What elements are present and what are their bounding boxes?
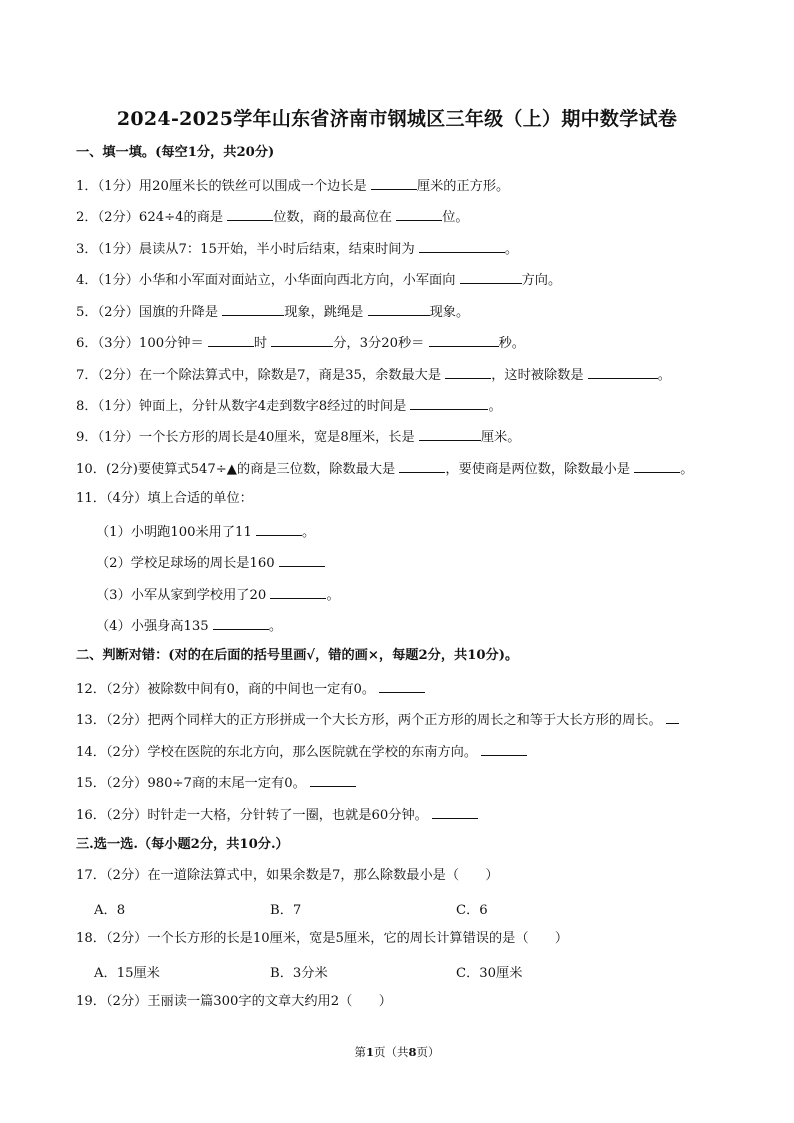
question-13 [76, 710, 679, 730]
answer-blank[interactable] [208, 333, 254, 347]
answer-blank[interactable] [279, 553, 325, 567]
q7-text-mid: ，这时被除数是 [491, 368, 588, 383]
q8-text: 8．（1分）钟面上，分针从数字4走到数字8经过的时间是 [76, 399, 411, 414]
answer-blank[interactable] [270, 585, 326, 599]
q11-4-text: （4）小强身高135 [96, 619, 213, 634]
q7-text-end: 。 [657, 368, 671, 383]
answer-blank[interactable] [419, 239, 505, 253]
question-19: 19．（2分）王丽读一篇300字的文章大约用2（ ） [76, 994, 392, 1009]
answer-blank[interactable] [460, 270, 522, 284]
question-2 [76, 207, 469, 227]
answer-blank[interactable] [271, 333, 333, 347]
q5-text: 5．（2分）国旗的升降是 [76, 305, 223, 320]
question-17: 17．（2分）在一道除法算式中，如果余数是7，那么除数最小是（ ） [76, 868, 499, 883]
q9-text: 9．（1分）一个长方形的周长是40厘米，宽是8厘米，长是 [76, 430, 419, 445]
answer-blank[interactable] [213, 616, 269, 630]
q18-option-a[interactable]: A．15厘米 [94, 966, 160, 981]
answer-blank[interactable] [432, 805, 478, 819]
question-16 [76, 805, 478, 825]
q6-text-c: 分，3分20秒＝ [333, 336, 429, 351]
footer-current-page: 1 [365, 1045, 374, 1059]
q4-text: 4．（1分）小华和小军面对面站立，小华面向西北方向，小军面向 [76, 273, 460, 288]
q2-text-mid: 位数，商的最高位在 [273, 210, 397, 225]
answer-blank[interactable] [396, 207, 442, 221]
q18-option-c[interactable]: C．30厘米 [456, 966, 523, 981]
q17-option-a[interactable]: A．8 [94, 903, 126, 918]
question-8 [76, 396, 502, 416]
answer-blank[interactable] [481, 742, 527, 756]
question-6 [76, 333, 525, 353]
answer-blank[interactable] [634, 459, 680, 473]
section-true-false-header: 二、判断对错：(对的在后面的括号里画√，错的画×，每题2分，共10分)。 [76, 648, 519, 663]
q17-option-b[interactable]: B．7 [270, 903, 302, 918]
q13-text: 13．（2分）把两个同样大的正方形拼成一个大长方形，两个正方形的周长之和等于大长方形的周长。 [76, 713, 666, 728]
q10-text-mid: ，要使商是两位数，除数最小是 [445, 462, 635, 477]
question-4 [76, 270, 561, 290]
section-fill-in-header: 一、填一填。(每空1分，共20分) [76, 145, 275, 160]
footer-total-pages: 8 [408, 1045, 417, 1059]
q11-4-end: 。 [268, 619, 283, 634]
q1-text: 1．（1分）用20厘米长的铁丝可以围成一个边长是 [76, 179, 371, 194]
q2-text-end: 位。 [442, 210, 469, 225]
answer-blank[interactable] [410, 396, 488, 410]
q7-text: 7．（2分）在一个除法算式中，除数是7，商是35，余数最大是 [76, 368, 446, 383]
question-5 [76, 302, 469, 322]
q10-text: 10．(2分)要使算式547÷▲的商是三位数，除数最大是 [76, 462, 400, 477]
question-9 [76, 427, 520, 447]
question-12 [76, 679, 425, 699]
question-11-part-2 [96, 553, 325, 573]
answer-blank[interactable] [310, 773, 356, 787]
footer-suffix: 页） [416, 1045, 440, 1059]
question-7 [76, 365, 671, 385]
q6-text-end: 秒。 [498, 336, 525, 351]
page-number-footer [0, 1044, 794, 1060]
footer-prefix: 第 [354, 1045, 366, 1059]
answer-blank[interactable] [256, 522, 302, 536]
section-multiple-choice-header: 三.选一选.（每小题2分，共10分.） [76, 837, 289, 852]
answer-blank[interactable] [379, 679, 425, 693]
q6-text: 6．（3分）100分钟＝ [76, 336, 208, 351]
answer-blank[interactable] [399, 459, 445, 473]
answer-blank[interactable] [222, 302, 284, 316]
q1-text-end: 厘米的正方形。 [416, 179, 510, 194]
q11-1-end: 。 [302, 525, 316, 540]
question-14 [76, 742, 527, 762]
q3-text-end: 。 [504, 242, 519, 257]
q2-text: 2．（2分）624÷4的商是 [76, 210, 228, 225]
question-3 [76, 239, 518, 259]
q10-text-end: 。 [680, 462, 694, 477]
answer-blank[interactable] [429, 333, 499, 347]
answer-blank[interactable] [371, 176, 417, 190]
q6-text-b: 时 [253, 336, 272, 351]
answer-blank[interactable] [419, 427, 481, 441]
question-11: 11．（4分）填上合适的单位： [76, 491, 253, 506]
q5-text-end: 现象。 [429, 305, 470, 320]
page-title: 2024-2025学年山东省济南市钢城区三年级（上）期中数学试卷 [116, 108, 678, 130]
q9-text-end: 厘米。 [480, 430, 521, 445]
footer-middle: 页（共 [374, 1045, 409, 1059]
answer-blank[interactable] [227, 207, 273, 221]
question-1 [76, 176, 509, 196]
q11-1-text: （1）小明跑100米用了11 [96, 525, 257, 540]
question-15 [76, 773, 356, 793]
q11-3-text: （3）小军从家到学校用了20 [96, 588, 271, 603]
answer-blank[interactable] [588, 365, 658, 379]
q14-text: 14．（2分）学校在医院的东北方向，那么医院就在学校的东南方向。 [76, 745, 482, 760]
question-18: 18．（2分）一个长方形的长是10厘米，宽是5厘米，它的周长计算错误的是（ ） [76, 931, 569, 946]
question-10 [76, 459, 693, 479]
q12-text: 12．（2分）被除数中间有0，商的中间也一定有0。 [76, 682, 380, 697]
q11-2-text: （2）学校足球场的周长是160 [96, 556, 279, 571]
q16-text: 16．（2分）时针走一大格，分针转了一圈，也就是60分钟。 [76, 808, 433, 823]
q8-text-end: 。 [488, 399, 502, 414]
q4-text-end: 方向。 [521, 273, 562, 288]
q11-3-end: 。 [326, 588, 340, 603]
question-11-part-3 [96, 585, 340, 605]
answer-blank[interactable] [368, 302, 430, 316]
q18-option-b[interactable]: B．3分米 [270, 966, 328, 981]
q17-option-c[interactable]: C．6 [456, 903, 488, 918]
answer-blank[interactable] [445, 365, 491, 379]
question-11-part-4 [96, 616, 282, 636]
q5-text-mid: 现象，跳绳是 [284, 305, 368, 320]
q15-text: 15．（2分）980÷7商的末尾一定有0。 [76, 776, 311, 791]
q3-text: 3．（1分）晨读从7：15开始，半小时后结束，结束时间为 [76, 242, 419, 257]
question-11-part-1 [96, 522, 315, 542]
answer-blank[interactable] [666, 710, 679, 724]
